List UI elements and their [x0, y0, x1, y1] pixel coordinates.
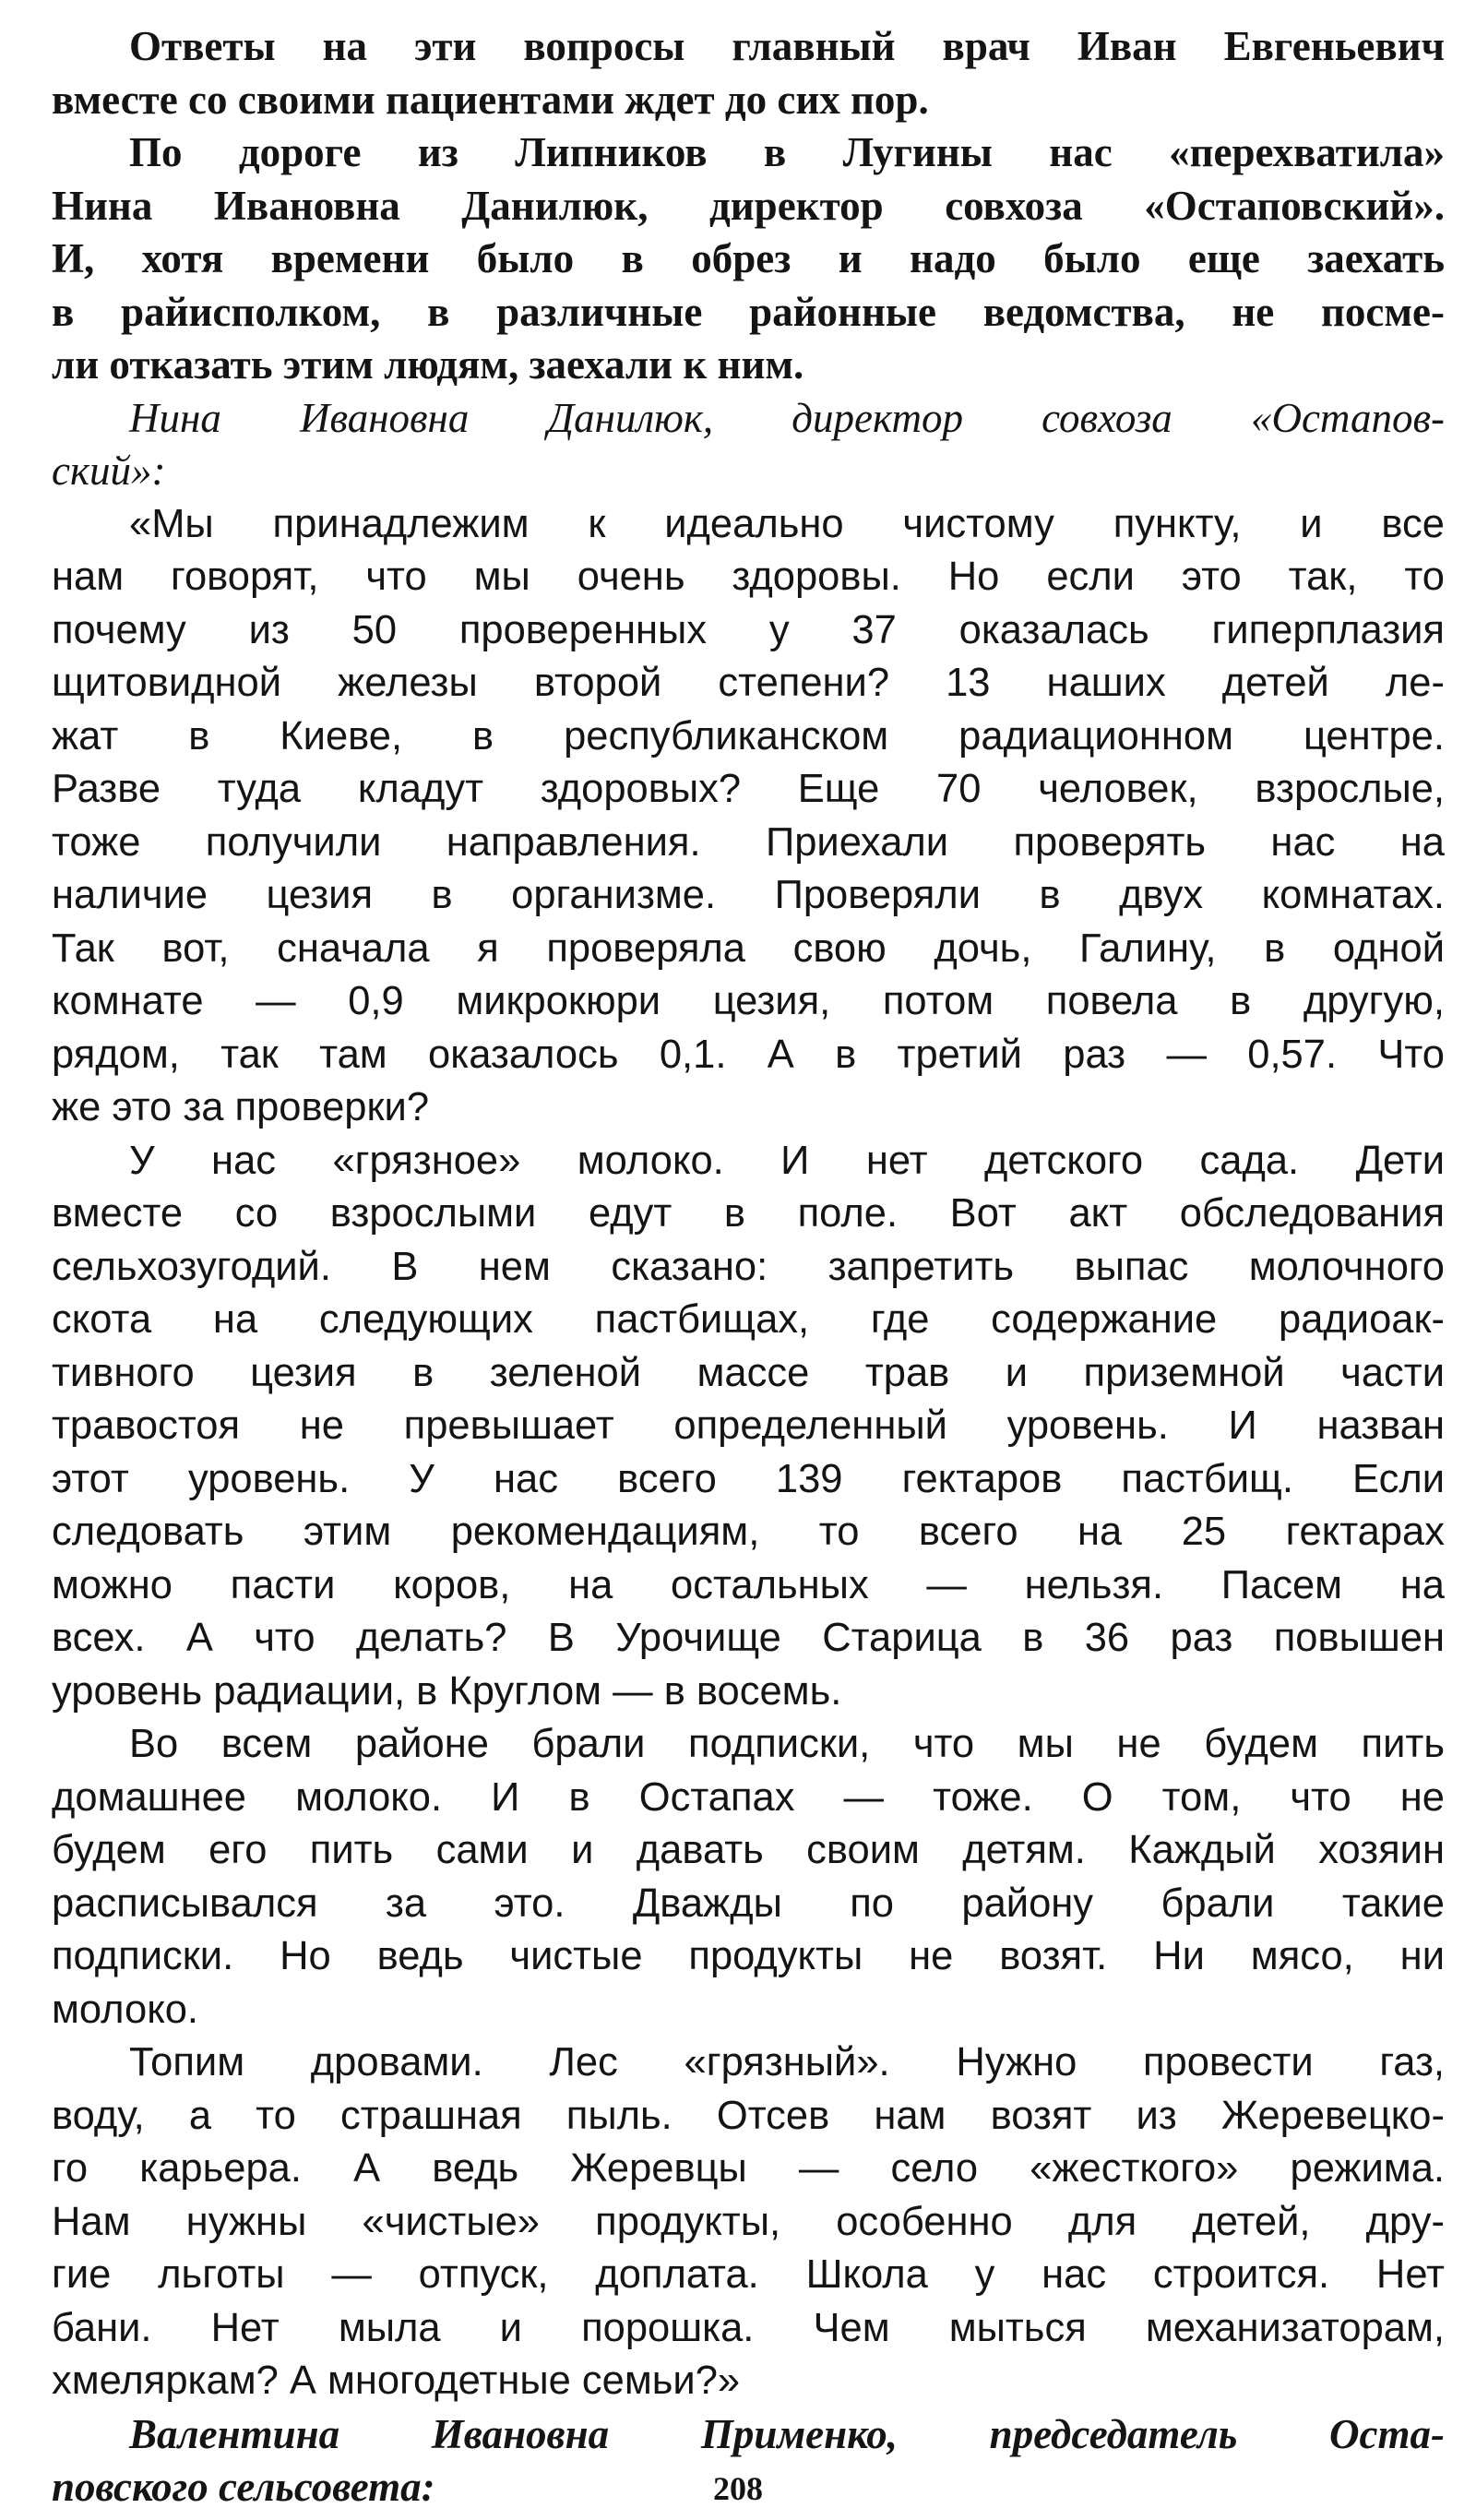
text-line: травостоя не превышает определенный уровень. И назван: [52, 1403, 1445, 1448]
text-line: ский»:: [52, 448, 166, 494]
text-line: Ответы на эти вопросы главный врач Иван Евгеньевич: [129, 23, 1445, 69]
text-line: Разве туда кладут здоровых? Еще 70 человек, взрослые,: [52, 767, 1445, 811]
text-line: будем его пить сами и давать своим детям. Каждый хозяин: [52, 1828, 1445, 1872]
text-line: «Мы принадлежим к идеально чистому пункту, и все: [129, 501, 1445, 546]
text-line: тоже получили направления. Приехали проверять нас на: [52, 819, 1445, 865]
text-line: го карьера. А ведь Жеревцы — село «жесткого» режима.: [52, 2146, 1445, 2191]
text-line: сельхозугодий. В нем сказано: запретить выпас молочного: [52, 1244, 1445, 1289]
text-line: рядом, так там оказалось 0,1. А в третий раз — 0,57. Что: [52, 1032, 1445, 1077]
text-line: бани. Нет мыла и порошка. Чем мыться механизаторам,: [52, 2305, 1445, 2350]
text-line: Нам нужны «чистые» продукты, особенно для детей, дру-: [52, 2199, 1445, 2244]
text-line: в райисполком, в различные районные ведомства, не посме-: [52, 288, 1445, 335]
text-line: этот уровень. У нас всего 139 гектаров пастбищ. Если: [52, 1456, 1445, 1501]
text-line: Топим дровами. Лес «грязный». Нужно провести газ,: [129, 2040, 1445, 2084]
text-line: ли отказать этим людям, заехали к ним.: [52, 341, 804, 388]
text-line: молоко.: [52, 1987, 199, 2032]
text-line: можно пасти коров, на остальных — нельзя. Пасем на: [52, 1562, 1445, 1607]
text-line: вместе со взрослыми едут в поле. Вот акт обследования: [52, 1191, 1445, 1236]
text-line: гие льготы — отпуск, доплата. Школа у нас строится. Нет: [52, 2252, 1445, 2297]
text-line: повского сельсовета:: [52, 2464, 435, 2510]
text-line: Во всем районе брали подписки, что мы не будем пить: [129, 1722, 1445, 1766]
paragraph: [52, 2036, 1445, 2408]
text-line: И, хотя времени было в обрез и надо было еще заехать: [52, 235, 1445, 281]
page-number: 208: [713, 2470, 763, 2507]
text-line: воду, а то страшная пыль. Отсев нам возят из Жеревецко-: [52, 2093, 1445, 2138]
text-line: скота на следующих пастбищах, где содержание радиоак-: [52, 1297, 1445, 1342]
text-line: всех. А что делать? В Урочище Старица в 36 раз повышен: [52, 1616, 1445, 1660]
text-line: домашнее молоко. И в Остапах — тоже. О том, что не: [52, 1774, 1445, 1820]
text-line: Нина Ивановна Данилюк, директор совхоза «Остаповский».: [52, 182, 1445, 229]
paragraph: [52, 20, 1445, 126]
text-line: тивного цезия в зеленой массе трав и приземной части: [52, 1350, 1445, 1395]
text-line: У нас «грязное» молоко. И нет детского сада. Дети: [129, 1138, 1445, 1183]
text-line: следовать этим рекомендациям, то всего на 25 гектарах: [52, 1510, 1445, 1554]
paragraph: [52, 498, 1445, 1135]
text-line: наличие цезия в организме. Проверяли в двух комнатах.: [52, 873, 1445, 917]
text-line: же это за проверки?: [52, 1085, 430, 1129]
text-line: Так вот, сначала я проверяла свою дочь, Галину, в одной: [52, 926, 1445, 971]
text-line: хмеляркам? А многодетные семьи?»: [52, 2359, 741, 2403]
text-line: вместе со своими пациентами ждет до сих пор.: [52, 76, 929, 123]
text-line: комнате — 0,9 микрокюри цезия, потом повела в другую,: [52, 979, 1445, 1023]
paragraph: [52, 1718, 1445, 2036]
text-line: нам говорят, что мы очень здоровы. Но если это так, то: [52, 555, 1445, 599]
text-line: щитовидной железы второй степени? 13 наших детей ле-: [52, 661, 1445, 705]
text-line: Валентина Ивановна Применко, председатель Оста-: [129, 2410, 1445, 2457]
text-line: По дороге из Липников в Лугины нас «перехватила»: [129, 129, 1445, 175]
page-body: [52, 20, 1445, 2514]
paragraph: [52, 126, 1445, 392]
text-line: подписки. Но ведь чистые продукты не возят. Ни мясо, ни: [52, 1934, 1445, 1978]
text-line: жат в Киеве, в республиканском радиационном центре.: [52, 713, 1445, 758]
text-line: уровень радиации, в Круглом — в восемь.: [52, 1668, 842, 1714]
paragraph: [52, 392, 1445, 498]
text-line: почему из 50 проверенных у 37 оказалась гиперплазия: [52, 607, 1445, 652]
paragraph: [52, 1135, 1445, 1719]
text-line: расписывался за это. Дважды по району брали такие: [52, 1881, 1445, 1926]
text-line: Нина Ивановна Данилюк, директор совхоза «Остапов-: [129, 394, 1445, 441]
